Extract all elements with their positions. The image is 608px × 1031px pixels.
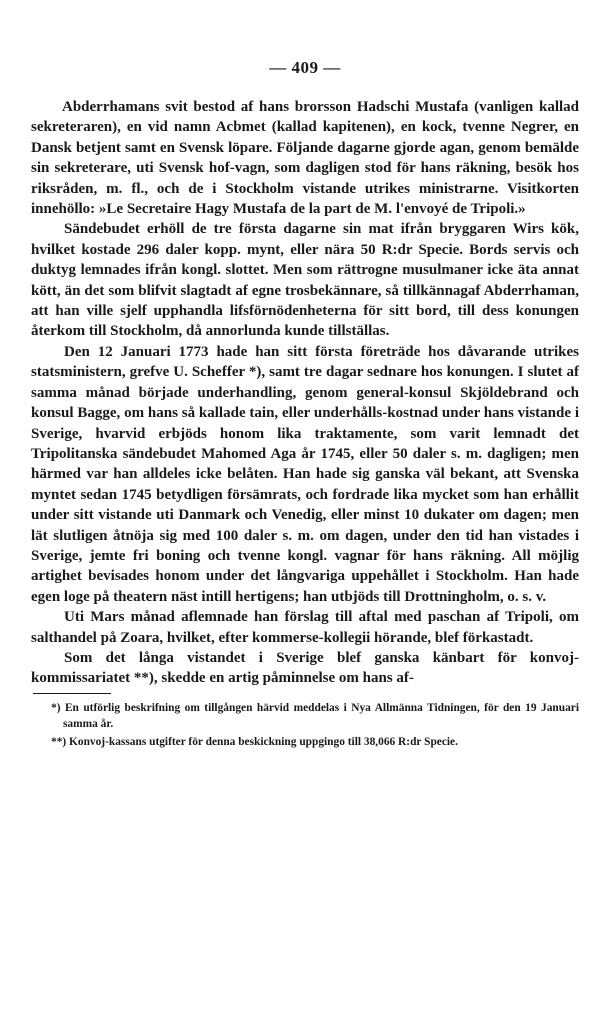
footnotes: [31, 700, 579, 751]
page-number: — 409 —: [269, 58, 341, 77]
book-page: [31, 58, 579, 751]
paragraph: Sändebudet erhöll de tre första dagarne sin mat ifrån bryggaren Wirs kök, hvilket kostade 296 daler kopp. mynt, eller nära 50 R:dr Specie. Bords servis och duktyg lemnades ifrån kongl. slottet. Men som rättrogne musulmaner icke äta annat kött, än det som blifvit slagtadt af egne trosbekännare, så tillkännagaf Abderrhaman, att han ville sjelf upphandla lifsförnödenheterna för sitt bord, till dess konungen återkom till Stockholm, då annorlunda kunde tillställas.: [31, 221, 579, 340]
footnote: *) En utförlig beskrifning om tillgången härvid meddelas i Nya Allmänna Tidningen, för den 19 Januari samma år.: [51, 701, 579, 731]
paragraph: Abderrhamans svit bestod af hans brorsson Hadschi Mustafa (vanligen kallad sekreteraren), en vid namn Acbmet (kallad kapitenen), en kock, tvenne Negrer, en Dansk betjent samt en Svensk löpare. Följande dagarne gjorde agan, genom bemälde sin sekreterare, uti Svensk hof-vagn, som dagligen stod för hans räkning, besök hos riksråden, m. fl., och de i Stockholm vistande utrikes ministrarne. Visitkorten innehöllo: »Le Secretaire Hagy Mustafa de la part de M. l'envoyé de Tripoli.»: [31, 99, 579, 218]
paragraph: Uti Mars månad aflemnade han förslag till aftal med paschan af Tripoli, om salthandel på Zoara, hvilket, efter kommerse-kollegii hörande, blef förkastadt.: [31, 609, 579, 646]
footnote: **) Konvoj-kassans utgifter för denna beskickning uppgingo till 38,066 R:dr Specie.: [51, 735, 458, 748]
footnote-divider: [33, 693, 111, 694]
paragraph: Den 12 Januari 1773 hade han sitt första företräde hos dåvarande utrikes statsministern, grefve U. Scheffer *), samt tre dagar sednare hos konungen. I slutet af samma månad började underhandling, genom general-konsul Skjöldebrand och konsul Bagge, om hans så kallade tain, eller underhålls-kostnad under hans vistande i Sverige, hvarvid erbjöds honom lika traktamente, som varit lemnadt det Tripolitanska sändebudet Mahomed Aga år 1745, eller 50 daler s. m. dagligen; men härmed var han alldeles icke belåten. Han hade sig ganska väl bekant, att Svenska myntet sedan 1745 betydligen försämrats, och fordrade lika mycket som han erhållit under sitt vistande uti Danmark och Venedig, eller minst 10 dukater om dagen; men lät slutligen åtnöja sig med 100 daler s. m. om dagen, under den tid han vistades i Sverige, jemte fri boning och tvenne kongl. vagnar för hans räkning. All möjlig artighet bevisades honom under det långvariga uppehållet i Stockholm. Han hade egen loge på theatern näst intill hertigens; han utbjöds till Drottningholm, o. s. v.: [31, 343, 579, 605]
paragraph: Som det långa vistandet i Sverige blef ganska känbart för konvoj-kommissariatet **), skedde en artig påminnelse om hans af-: [31, 649, 579, 687]
body-text: [31, 97, 579, 689]
